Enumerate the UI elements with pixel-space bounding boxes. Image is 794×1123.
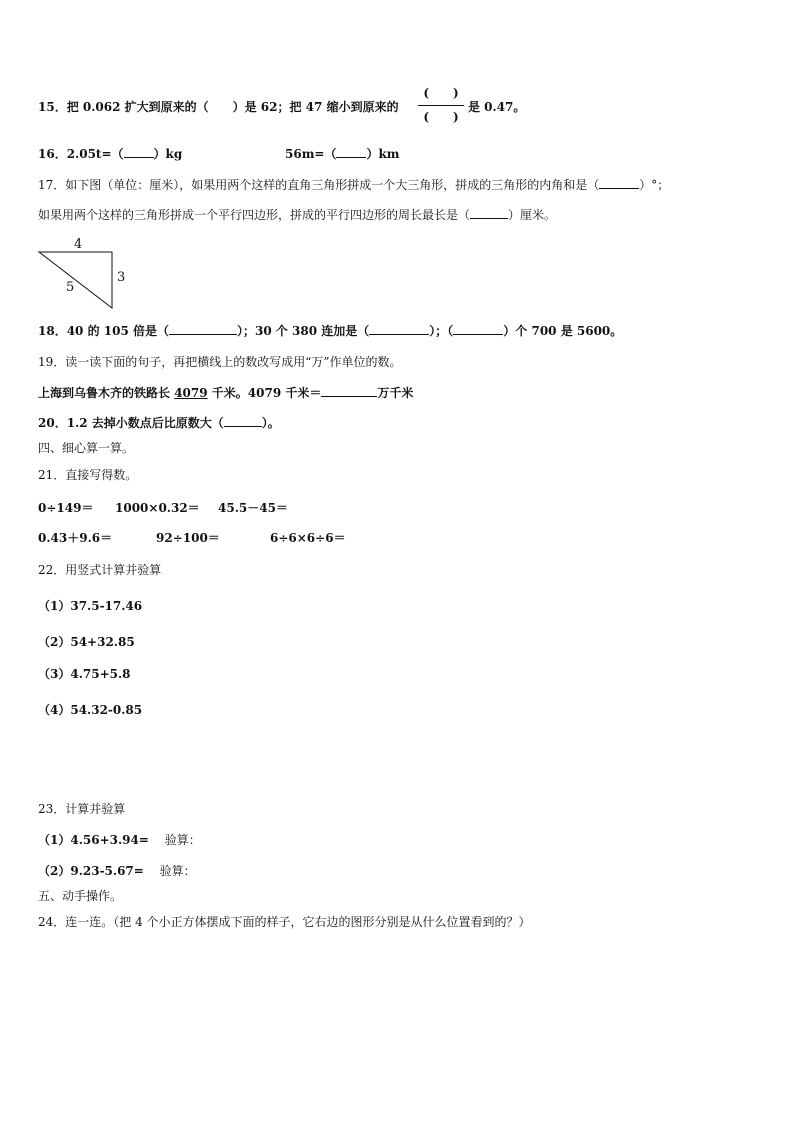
q19-text-c: 万千米 xyxy=(377,386,414,400)
answer-blank xyxy=(336,145,366,158)
q21-item-3: 45.5－45＝ xyxy=(218,501,288,515)
section-4-heading: 四、细心算一算。 xyxy=(38,441,135,455)
q16-left-a: 16．2.05t=（ xyxy=(38,147,124,161)
q17-line1-b: ）°； xyxy=(639,178,670,192)
fraction-numerator-blank: ( ) xyxy=(423,86,459,100)
q22-item-4: （4）54.32-0.85 xyxy=(38,703,143,717)
answer-blank xyxy=(453,322,503,335)
question-19-line2 xyxy=(38,384,413,402)
q18-text-a: 18．40 的 105 倍是（ xyxy=(38,324,169,338)
triangle-side-label-top: 4 xyxy=(74,237,83,252)
question-23-title: 23．计算并验算 xyxy=(38,802,126,816)
q18-text-b: ）；30 个 380 连加是（ xyxy=(236,324,370,338)
q23-item-1 xyxy=(38,831,201,849)
q23-item-2 xyxy=(38,862,196,880)
q16-right-a: 56m=（ xyxy=(285,147,337,161)
answer-blank xyxy=(470,206,508,219)
q23-expr-2: （2）9.23-5.67= xyxy=(38,864,144,878)
right-triangle-figure xyxy=(36,234,136,314)
q23-check-1: 验算： xyxy=(164,833,201,847)
q20-text-a: 20．1.2 去掉小数点后比原数大（ xyxy=(38,416,224,430)
q17-line1-a: 17．如下图（单位：厘米），如果用两个这样的直角三角形拼成一个大三角形，拼成的三角形的内角和是（ xyxy=(38,178,600,192)
question-22-title: 22．用竖式计算并验算 xyxy=(38,563,162,577)
q21-item-1: 0÷149＝ xyxy=(38,501,94,515)
q19-text-a: 上海到乌鲁木齐的铁路长 xyxy=(38,386,175,400)
question-17-line1 xyxy=(38,176,669,194)
q17-line2-b: ）厘米。 xyxy=(508,208,557,222)
q21-item-6: 6÷6×6÷6＝ xyxy=(270,531,346,545)
question-20 xyxy=(38,414,280,432)
question-17-line2 xyxy=(38,206,556,224)
answer-blank xyxy=(321,384,377,397)
q18-text-d: ）个 700 是 5600。 xyxy=(503,324,623,338)
question-24: 24．连一连。（把 4 个小正方体摆成下面的样子，它右边的图形分别是从什么位置看到的？） xyxy=(38,915,531,929)
q16-right-b: ）km xyxy=(366,147,400,161)
q15-fraction-blank xyxy=(418,84,464,128)
answer-blank xyxy=(124,145,154,158)
q22-item-2: （2）54+32.85 xyxy=(38,635,135,649)
q22-item-1: （1）37.5-17.46 xyxy=(38,599,143,613)
question-15 xyxy=(38,98,399,116)
q18-text-c: ）；（ xyxy=(429,324,454,338)
q15-text-a: 15．把 0.062 扩大到原来的（ ）是 62；把 47 缩小到原来的 xyxy=(38,100,399,114)
underlined-number: 4079 xyxy=(174,386,208,400)
answer-blank xyxy=(224,414,262,427)
answer-blank xyxy=(369,322,429,335)
q17-line2-a: 如果用两个这样的三角形拼成一个平行四边形，拼成的平行四边形的周长最长是（ xyxy=(38,208,471,222)
fraction-bar xyxy=(418,105,464,106)
triangle-shape xyxy=(39,252,112,308)
triangle-side-label-right: 3 xyxy=(117,270,126,285)
question-19-line1: 19．读一读下面的句子，再把横线上的数改写成用“万”作单位的数。 xyxy=(38,355,402,369)
section-5-heading: 五、动手操作。 xyxy=(38,889,123,903)
q22-item-3: （3）4.75+5.8 xyxy=(38,667,131,681)
q16-left-b: ）kg xyxy=(153,147,183,161)
q21-item-5: 92÷100＝ xyxy=(156,531,220,545)
question-21-title: 21．直接写得数。 xyxy=(38,468,138,482)
q23-check-2: 验算： xyxy=(159,864,196,878)
q23-expr-1: （1）4.56+3.94= xyxy=(38,833,149,847)
fraction-denominator-blank: ( ) xyxy=(423,110,459,124)
q19-text-b: 千米。4079 千米＝ xyxy=(207,386,322,400)
question-16-left xyxy=(38,145,182,163)
q21-item-4: 0.43＋9.6＝ xyxy=(38,531,113,545)
answer-blank xyxy=(599,176,639,189)
q15-text-b: 是 0.47。 xyxy=(468,100,526,114)
q21-item-2: 1000×0.32＝ xyxy=(115,501,200,515)
triangle-side-label-hypotenuse: 5 xyxy=(66,280,75,295)
q20-text-b: ）。 xyxy=(261,416,280,430)
question-18 xyxy=(38,322,622,340)
answer-blank xyxy=(169,322,237,335)
question-16-right xyxy=(285,145,399,163)
